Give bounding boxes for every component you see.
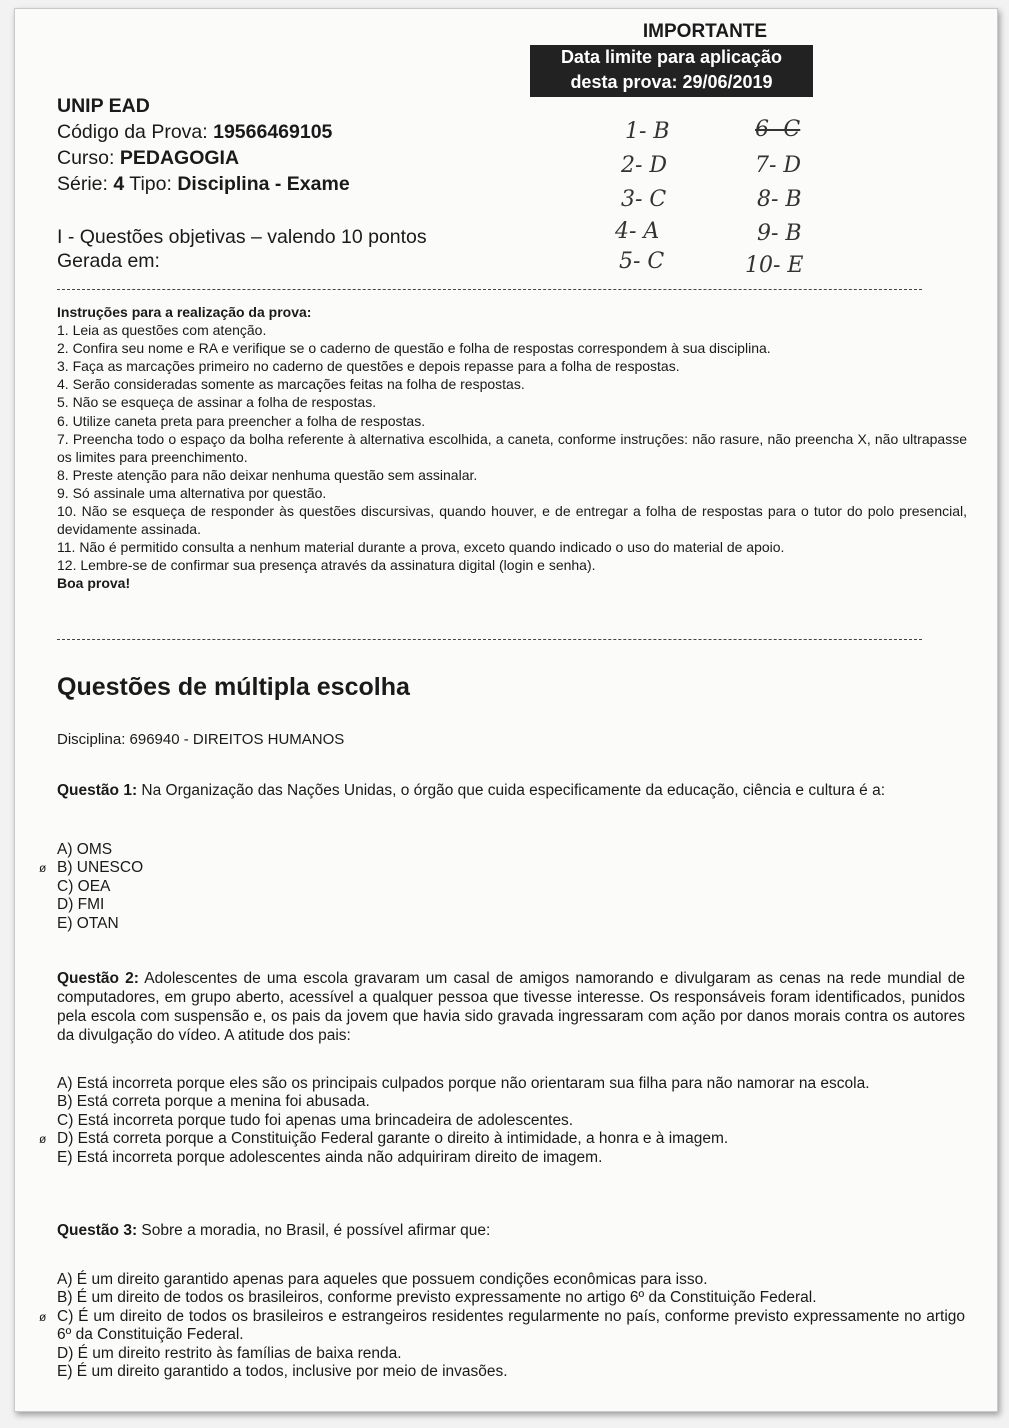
hand-answer-5: 5- C: [619, 249, 665, 274]
question-label: Questão 1:: [57, 782, 138, 799]
option: A) Está incorreta porque eles são os principais culpados porque não orientaram sua filha para não namorar na escola.: [57, 1075, 870, 1092]
hand-answer-8: 8- B: [757, 187, 802, 212]
question-label: Questão 2:: [57, 970, 139, 987]
serie-label: Série:: [57, 173, 114, 195]
option: D) É um direito restrito às famílias de baixa renda.: [57, 1344, 402, 1362]
section-title: Questões de múltipla escolha: [57, 673, 410, 701]
option: E) É um direito garantido a todos, inclusive por meio de invasões.: [57, 1363, 508, 1381]
deadline-line-2: desta prova: 29/06/2019: [570, 72, 773, 92]
question-3: [57, 1221, 965, 1240]
deadline-box: [530, 45, 813, 97]
option-marked: [39, 1307, 965, 1345]
instruction-item: 8. Preste atenção para não deixar nenhuma questão sem assinalar.: [57, 466, 478, 483]
instruction-item: 2. Confira seu nome e RA e verifique se o caderno de questão e folha de respostas correspondem à sua disciplina.: [57, 340, 771, 357]
option-text: C) É um direito de todos os brasileiros e estrangeiros residentes regularmente no país, conforme previsto expressamente no artigo 6º da Constituição Federal.: [57, 1307, 965, 1344]
instruction-item: 4. Serão consideradas somente as marcações feitas na folha de respostas.: [57, 376, 525, 393]
exam-page: [14, 8, 998, 1412]
instruction-item: 6. Utilize caneta preta para preencher a folha de respostas.: [57, 412, 426, 429]
importante-title: IMPORTANTE: [642, 21, 768, 42]
questoes-objetivas: I - Questões objetivas – valendo 10 pontos: [57, 226, 427, 248]
option-marked: [39, 859, 965, 877]
divider-bottom: [57, 639, 922, 640]
answer-mark: ø: [39, 1309, 47, 1324]
instruction-item: 5. Não se esqueça de assinar a folha de respostas.: [57, 394, 377, 411]
instruction-item: 1. Leia as questões com atenção.: [57, 322, 267, 339]
option-marked: [39, 1130, 965, 1148]
question-text: Na Organização das Nações Unidas, o órgão que cuida especificamente da educação, ciência e cultura é a:: [137, 782, 886, 799]
option: B) Está correta porque a menina foi abusada.: [57, 1093, 370, 1111]
option: E) OTAN: [57, 914, 119, 932]
codigo-label: Código da Prova:: [57, 121, 214, 143]
option: B) É um direito de todos os brasileiros, conforme previsto expressamente no artigo 6º da Constituição Federal.: [57, 1289, 817, 1307]
instructions-closing: Boa prova!: [57, 575, 131, 592]
divider-top: [57, 289, 922, 290]
instructions: [57, 303, 967, 593]
codigo-value: 19566469105: [213, 121, 333, 143]
answer-mark: ø: [39, 1132, 47, 1147]
instruction-item: 10. Não se esqueça de responder às questões discursivas, quando houver, e de entregar a folha de respostas para o tutor do polo presencial, devidamente assinada.: [57, 503, 967, 538]
instruction-item: 12. Lembre-se de confirmar sua presença através da assinatura digital (login e senha).: [57, 557, 596, 574]
deadline-line-1: Data limite para aplicação: [560, 47, 783, 67]
institution: UNIP EAD: [57, 95, 150, 117]
answer-mark: ø: [39, 861, 47, 876]
option-text: D) Está correta porque a Constituição Federal garante o direito à intimidade, a honra e à imagem.: [57, 1130, 729, 1148]
hand-answer-1: 1- B: [625, 119, 670, 144]
option: E) Está incorreta porque adolescentes ainda não adquiriram direito de imagem.: [57, 1148, 603, 1166]
tipo-label: Tipo:: [124, 173, 178, 195]
hand-answer-3: 3- C: [621, 187, 667, 212]
option: C) Está incorreta porque tudo foi apenas uma brincadeira de adolescentes.: [57, 1111, 574, 1129]
hand-answer-4: 4- A: [615, 219, 660, 244]
instruction-item: 11. Não é permitido consulta a nenhum material durante a prova, exceto quando indicado o uso do material de apoio.: [57, 539, 785, 556]
question-text: Adolescentes de uma escola gravaram um casal de amigos namorando e divulgaram as cenas na rede mundial de computadores, em grupo aberto, acessível a qualquer pessoa que tivesse interesse. Os responsáveis foram identificados, punidos pela escola com suspensão e, os pais da jovem que havia sido gravada ingressaram com ação por danos morais contra os autores da divulgação do vídeo. A atitude dos pais:: [57, 970, 965, 1044]
option-text: B) UNESCO: [57, 859, 144, 877]
curso-label: Curso:: [57, 147, 120, 169]
option: D) FMI: [57, 896, 105, 914]
option: C) OEA: [57, 877, 111, 895]
question-1-options: [39, 841, 965, 933]
curso: [57, 147, 239, 170]
question-text: Sobre a moradia, no Brasil, é possível afirmar que:: [137, 1222, 491, 1239]
tipo-value: Disciplina - Exame: [177, 173, 350, 195]
question-2: [57, 969, 965, 1045]
instruction-item: 7. Preencha todo o espaço da bolha referente à alternativa escolhida, a caneta, conforme instruções: não rasure, não preencha X, não ultrapasse os limites para preenchimento.: [57, 430, 967, 465]
hand-answer-7: 7- D: [755, 153, 802, 178]
hand-answer-6: 6- C: [755, 117, 801, 142]
serie-value: 4: [113, 173, 125, 195]
hand-answer-9: 9- B: [757, 221, 802, 246]
codigo-prova: [57, 121, 332, 144]
instructions-title: Instruções para a realização da prova:: [57, 304, 312, 320]
hand-answer-10: 10- E: [745, 253, 804, 278]
instruction-item: 3. Faça as marcações primeiro no caderno de questões e depois repasse para a folha de respostas.: [57, 358, 680, 375]
question-2-options: [39, 1075, 965, 1167]
option: A) OMS: [57, 841, 113, 858]
question-label: Questão 3:: [57, 1222, 138, 1239]
curso-value: PEDAGOGIA: [119, 147, 240, 169]
serie-tipo: [57, 173, 350, 196]
question-1: [57, 781, 965, 800]
disciplina: Disciplina: 696940 - DIREITOS HUMANOS: [57, 731, 345, 748]
hand-answer-2: 2- D: [621, 153, 668, 178]
question-3-options: [39, 1271, 965, 1381]
gerada-em: Gerada em:: [57, 250, 160, 272]
option: A) É um direito garantido apenas para aqueles que possuem condições econômicas para isso.: [57, 1271, 708, 1288]
instruction-item: 9. Só assinale uma alternativa por questão.: [57, 484, 327, 501]
